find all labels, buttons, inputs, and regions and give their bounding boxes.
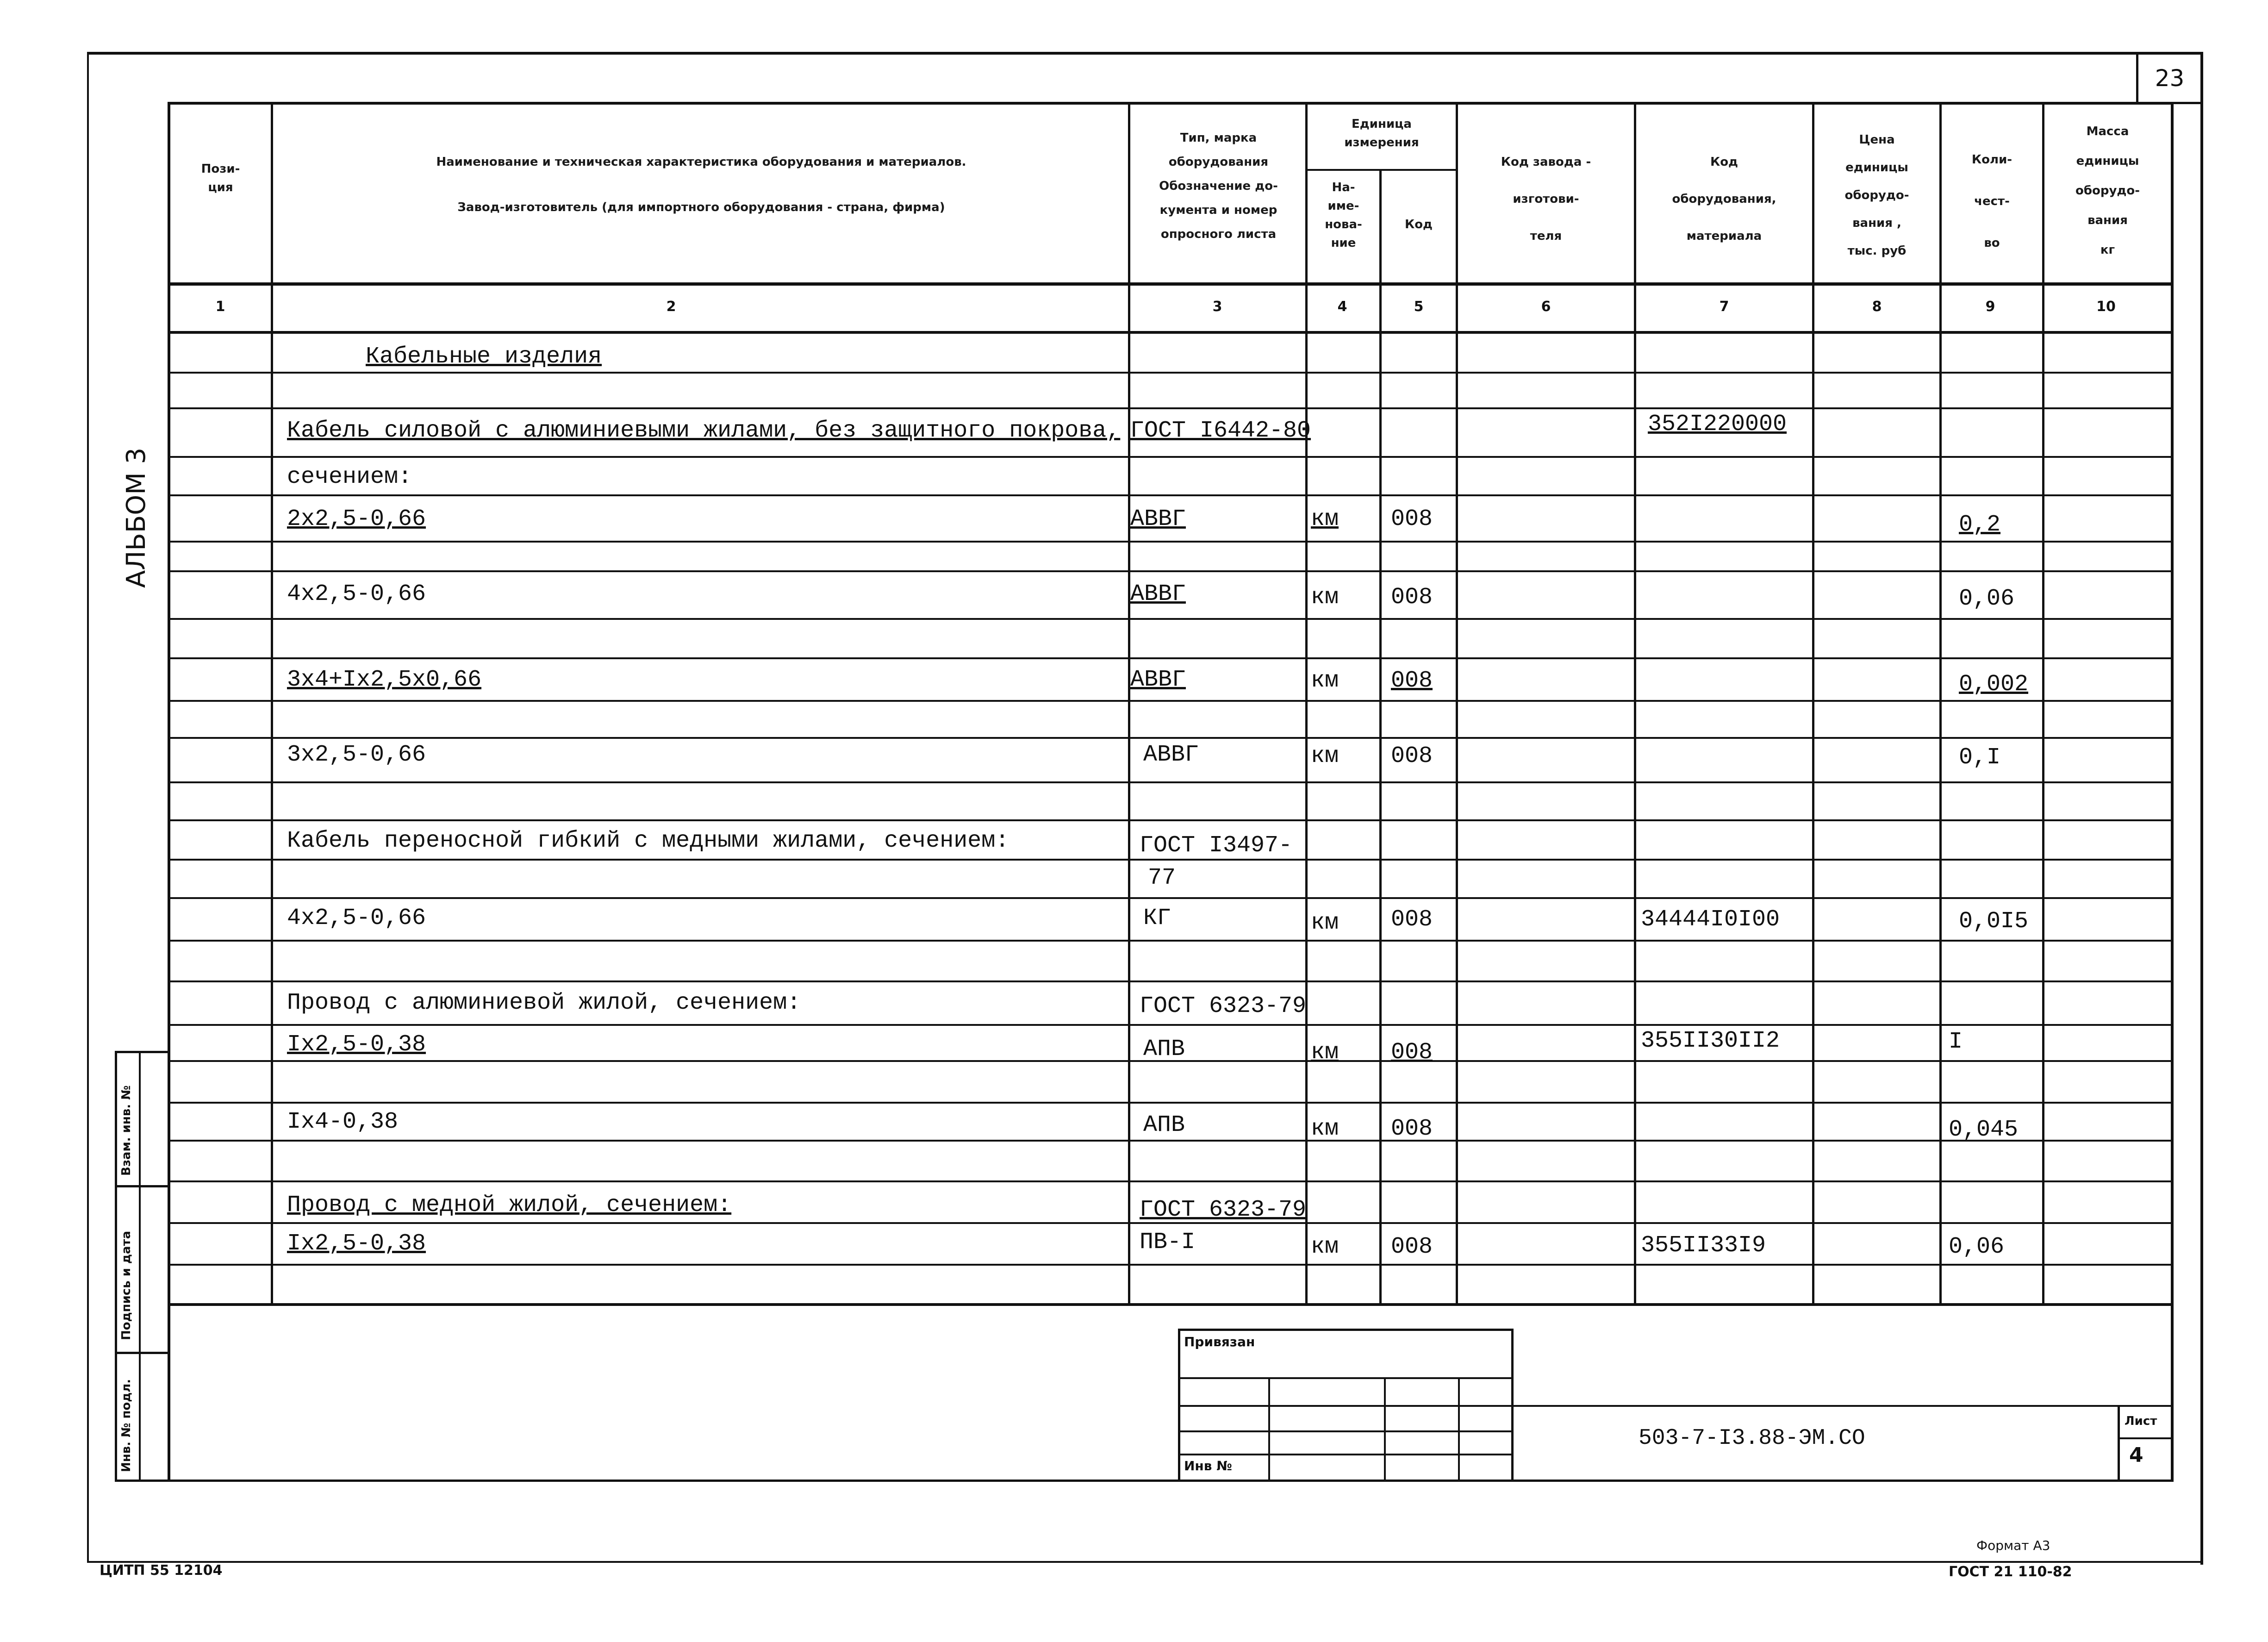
footer-left: ЦИТП 55 12104 (100, 1562, 223, 1579)
sheet-box-div (2118, 1437, 2173, 1439)
row-code: 008 (1391, 743, 1433, 769)
row-line (169, 897, 2173, 899)
colnum-6: 6 (1541, 299, 1551, 315)
row-type: ГОСТ 6323-79 (1140, 1197, 1307, 1223)
row-type: 77 (1148, 865, 1176, 891)
table-left (168, 102, 170, 1481)
row-qty: 0,06 (1949, 1234, 2005, 1260)
row-type: ПВ-I (1140, 1229, 1196, 1255)
row-unit: км (1311, 743, 1339, 769)
header-col1: Пози- ция (201, 162, 240, 194)
side-stamp-top (115, 1051, 170, 1053)
doc-code-top (1511, 1405, 2173, 1407)
row-code: 008 (1391, 1116, 1433, 1142)
footer-standard: ГОСТ 21 110-82 (1949, 1564, 2072, 1580)
row-line (169, 494, 2173, 496)
row-name: 4x2,5-0,66 (287, 905, 426, 931)
header-col5: Код (1404, 218, 1433, 231)
sheet-number: 4 (2129, 1443, 2143, 1467)
header-col2-line1: Наименование и техническая характеристика оборудования и материалов. (436, 155, 966, 169)
row-qty: I (1949, 1029, 1963, 1055)
row-name: 3x4+Ix2,5x0,66 (287, 667, 482, 693)
col-sep-5 (1456, 102, 1458, 1305)
row-unit: км (1311, 1234, 1339, 1260)
header-col3: Тип, марка оборудования Обозначение до- кумента и номер опросного листа (1159, 131, 1278, 241)
row-qty: 0,2 (1959, 512, 2001, 538)
row-line (169, 1140, 2173, 1142)
col-sep-8 (1939, 102, 1942, 1305)
colnum-7: 7 (1719, 299, 1729, 315)
row-line (169, 819, 2173, 821)
stamp-box-v1 (1268, 1377, 1270, 1481)
title-block-bottom (168, 1480, 2174, 1482)
outer-frame-left (87, 52, 89, 1563)
outer-frame-top (88, 52, 2203, 55)
outer-frame-bottom (88, 1561, 2203, 1563)
colnum-8: 8 (1872, 299, 1882, 315)
row-type: АПВ (1143, 1036, 1185, 1062)
row-type: КГ (1143, 905, 1171, 931)
table-right (2171, 102, 2174, 1481)
table-top (169, 102, 2173, 105)
row-equip-code: 34444I0I00 (1641, 906, 1780, 933)
row-code: 008 (1391, 1234, 1433, 1260)
document-code: 503-7-I3.88-ЭМ.СО (1639, 1426, 1865, 1451)
header-col10: Масса единицы оборудо- вания кг (2075, 125, 2140, 257)
row-name: Кабель силовой с алюминиевыми жилами, без защитного покрова, (287, 418, 1121, 444)
row-line (169, 1024, 2173, 1026)
colnum-1: 1 (215, 299, 225, 315)
row-line (169, 940, 2173, 942)
row-unit: км (1311, 584, 1339, 611)
row-line (169, 700, 2173, 702)
side-margin-text: АЛЬБОМ 3 (121, 447, 151, 588)
stamp-box-h3 (1178, 1430, 1514, 1432)
row-line (169, 1102, 2173, 1104)
header-col6: Код завода - изготови- теля (1501, 155, 1591, 243)
row-code: 008 (1391, 668, 1433, 694)
header-col8: Цена единицы оборудо- вания , тыс. руб (1844, 133, 1909, 258)
row-unit: км (1311, 668, 1339, 694)
footer-format: Формат А3 (1976, 1538, 2050, 1553)
stamp-box-v2 (1384, 1377, 1386, 1481)
row-line (169, 570, 2173, 572)
row-equip-code: 352I220000 (1648, 411, 1787, 437)
side-stamp-left (115, 1051, 117, 1481)
row-code: 008 (1391, 584, 1433, 611)
row-name: Кабельные изделия (366, 343, 602, 370)
stamp-box-v3 (1458, 1377, 1460, 1481)
col-sep-3 (1305, 102, 1308, 1305)
row-line (169, 541, 2173, 543)
header-col2-line2: Завод-изготовитель (для импортного оборудования - страна, фирма) (457, 200, 945, 214)
row-line (169, 407, 2173, 409)
header-col9: Коли- чест- во (1971, 153, 2013, 250)
row-name: Провод с медной жилой, сечением: (287, 1192, 732, 1218)
row-line (169, 456, 2173, 458)
row-code: 008 (1391, 906, 1433, 933)
row-name: 4x2,5-0,66 (287, 581, 426, 607)
side-stamp-inv: Инв. № подл. (119, 1379, 133, 1472)
side-stamp-sign: Подпись и дата (119, 1230, 133, 1340)
side-stamp-bottom (115, 1480, 170, 1482)
row-unit: км (1311, 1116, 1339, 1142)
row-name: 3x2,5-0,66 (287, 742, 426, 768)
unit-group-divider (1305, 169, 1458, 171)
row-type: АВВГ (1143, 742, 1199, 768)
row-type: АПВ (1143, 1112, 1185, 1138)
row-code: 008 (1391, 506, 1433, 532)
col-sep-1 (271, 102, 273, 1305)
page-box-left (2136, 52, 2138, 104)
row-name: 2x2,5-0,66 (287, 506, 426, 532)
header-col7: Код оборудования, материала (1672, 155, 1776, 243)
col-sep-7 (1812, 102, 1814, 1305)
outer-frame-right (2200, 52, 2203, 1565)
stamp-inv-no: Инв № (1184, 1458, 1232, 1473)
stamp-box-h2 (1178, 1405, 1514, 1407)
table-colnum-bottom (169, 331, 2173, 334)
table-header-bottom (169, 282, 2173, 286)
stamp-box-h1 (1178, 1377, 1514, 1379)
sheet-box-left (2118, 1405, 2120, 1481)
colnum-2: 2 (666, 299, 676, 315)
row-equip-code: 355II33I9 (1641, 1232, 1766, 1259)
col-sep-6 (1634, 102, 1636, 1305)
colnum-4: 4 (1337, 299, 1347, 315)
row-name: сечением: (287, 464, 412, 490)
row-type: АВВГ (1130, 581, 1186, 607)
colnum-9: 9 (1985, 299, 1995, 315)
row-qty: 0,002 (1959, 671, 2029, 698)
row-code: 008 (1391, 1039, 1433, 1066)
stamp-box-top (1178, 1329, 1514, 1331)
row-qty: 0,045 (1949, 1117, 2019, 1143)
row-line (169, 1264, 2173, 1266)
row-name: Ix2,5-0,38 (287, 1230, 426, 1257)
colnum-10: 10 (2096, 299, 2116, 315)
row-unit: км (1311, 910, 1339, 936)
row-type: ГОСТ I6442-80 (1130, 418, 1311, 444)
table-bottom (169, 1303, 2173, 1306)
row-line (169, 737, 2173, 739)
row-unit: км (1311, 506, 1339, 532)
side-stamp-vzam: Взам. инв. № (119, 1085, 133, 1176)
side-stamp-div2 (115, 1352, 170, 1354)
row-unit: км (1311, 1039, 1339, 1066)
row-type: ГОСТ 6323-79 (1140, 993, 1307, 1019)
colnum-3: 3 (1212, 299, 1222, 315)
row-line (169, 859, 2173, 861)
header-unit-group: Единица измерения (1344, 117, 1419, 150)
stamp-box-h4 (1178, 1454, 1514, 1455)
sheet-label: Лист (2125, 1414, 2157, 1428)
row-type: АВВГ (1130, 506, 1186, 532)
row-line (169, 657, 2173, 659)
row-qty: 0,I (1959, 744, 2001, 771)
row-equip-code: 355II30II2 (1641, 1028, 1780, 1054)
side-stamp-div1 (115, 1185, 170, 1187)
row-name: Кабель переносной гибкий с медными жилами, сечением: (287, 828, 1009, 854)
row-qty: 0,0I5 (1959, 908, 2029, 935)
stamp-privyazan: Привязан (1184, 1334, 1255, 1349)
row-line (169, 781, 2173, 783)
row-name: Ix4-0,38 (287, 1109, 399, 1135)
row-name: Ix2,5-0,38 (287, 1031, 426, 1058)
side-stamp-mid (139, 1051, 141, 1481)
col-sep-9 (2042, 102, 2044, 1305)
row-line (169, 1180, 2173, 1182)
row-qty: 0,06 (1959, 586, 2015, 612)
page-number: 23 (2155, 65, 2185, 92)
row-line (169, 980, 2173, 982)
row-type: АВВГ (1130, 667, 1186, 693)
row-line (169, 618, 2173, 620)
colnum-5: 5 (1414, 299, 1424, 315)
row-name: Провод с алюминиевой жилой, сечением: (287, 990, 801, 1016)
row-line (169, 372, 2173, 374)
col-sep-2 (1128, 102, 1130, 1305)
row-type: ГОСТ I3497- (1140, 832, 1293, 859)
header-col4: На- име- нова- ние (1325, 181, 1362, 250)
